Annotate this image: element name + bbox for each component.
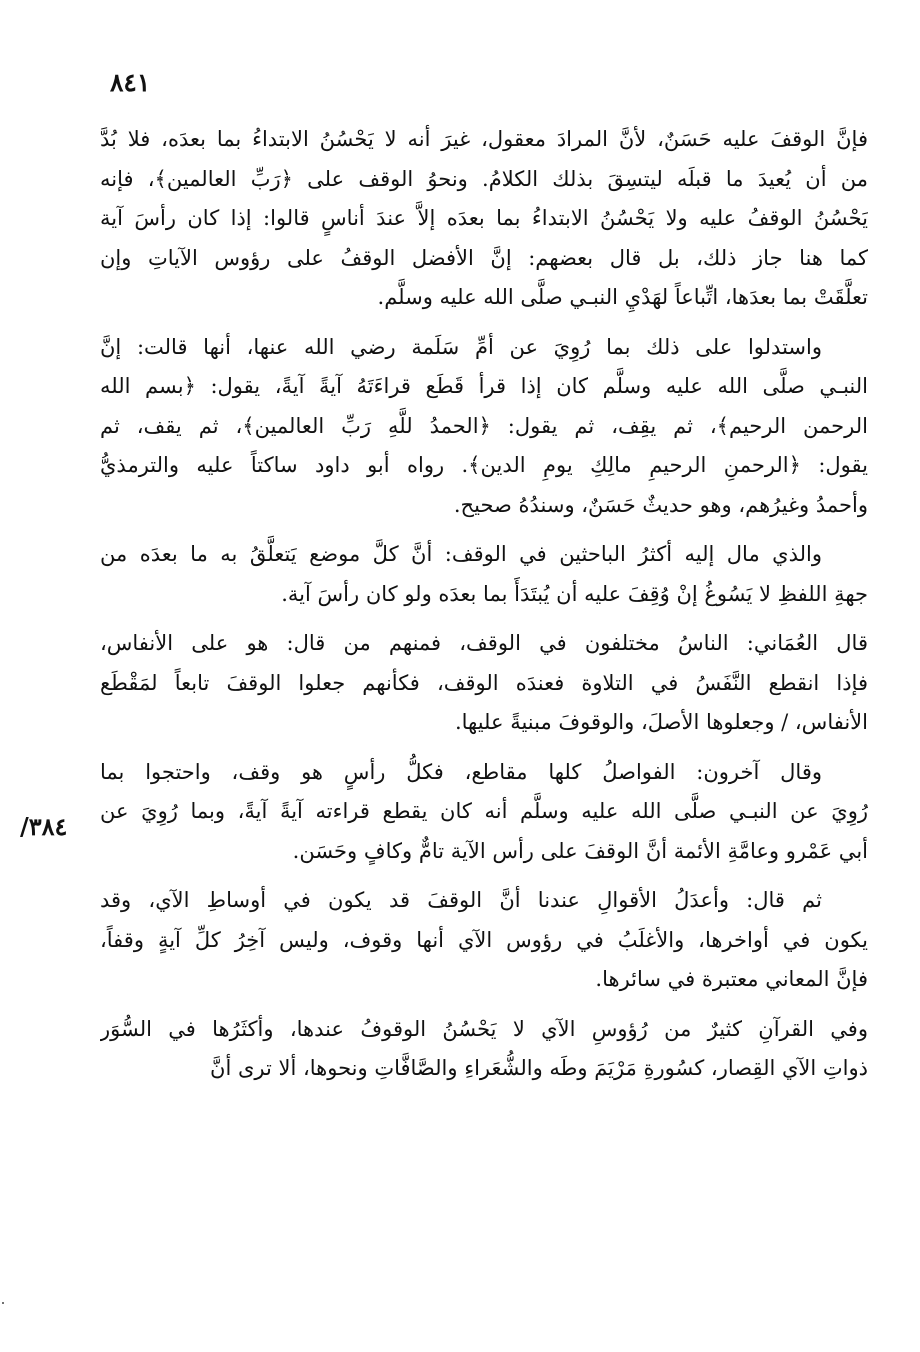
text-line: وقال آخرون: الفواصلُ كلها مقاطع، فكلُّ رأسٍ هو وقف، واحتجوا بما (100, 759, 822, 784)
paragraph (100, 328, 868, 526)
text-line: من أن يُعيدَ ما قبلَه ليتسِقَ بذلك الكلامُ. ونحوُ الوقف على ﴿رَبِّ العالمين﴾، فإنه (100, 166, 868, 191)
page-number: ٨٤١ (110, 68, 151, 97)
paragraph (100, 624, 868, 743)
text-line: أبي عَمْرو وعامَّةِ الأئمة أنَّ الوقفَ على رأس الآية تامٌّ وكافٍ وحَسَن. (292, 838, 868, 863)
text-line: فإنَّ المعاني معتبرة في سائرها. (595, 967, 868, 991)
body-text (100, 120, 868, 1099)
text-line: الأنفاس، / وجعلوها الأصلَ، والوقوفَ مبنيةً عليها. (454, 710, 868, 734)
text-line: يَحْسُنُ الوقفُ عليه ولا يَحْسُنُ الابتداءُ بما بعدَه إلاَّ عندَ أناسٍ قالوا: إذا كان رأسَ آية (100, 206, 868, 230)
text-line: فإنَّ الوقفَ عليه حَسَنٌ، لأنَّ المرادَ معقول، غيرَ أنه لا يَحْسُنُ الابتداءُ بما بعدَه، فلا بُدَّ (100, 127, 868, 151)
text-line: والذي مال إليه أكثرُ الباحثين في الوقف: أنَّ كلَّ موضع يَتعلَّقُ به ما بعدَه من (100, 542, 822, 566)
text-line: جهةِ اللفظِ لا يَسُوغُ إنْ وُقِفَ عليه أن يُبتَدَأَ بما بعدَه ولو كان رأسَ آية. (281, 581, 868, 606)
margin-page-reference: ٣٨٤/ (20, 812, 68, 841)
text-line: وأحمدُ وغيرُهم، وهو حديثٌ حَسَنٌ، وسندُهُ صحيح. (453, 492, 868, 517)
text-line: يقول: ﴿الرحمنِ الرحيمِ مالِكِ يومِ الدين﴾. رواه أبو داود ساكتاً عليه والترمذيُّ (100, 453, 868, 477)
text-line: ذواتِ الآي القِصار، كسُورةِ مَرْيَمَ وطَه والشُّعَراءِ والصَّافَّاتِ ونحوها، ألا ترى أنَّ (210, 1056, 868, 1080)
text-line: فإذا انقطع النَّفَسُ في التلاوة فعندَه الوقف، فكأنهم جعلوا الوقفَ تابعاً لمَقْطَع (100, 670, 868, 695)
paragraph (100, 753, 868, 872)
text-line: الرحمن الرحيم﴾، ثم يقِف، ثم يقول: ﴿الحمدُ للَّهِ رَبِّ العالمين﴾، ثم يقف، ثم (100, 413, 868, 438)
text-line: كما هنا جاز ذلك، بل قال بعضهم: إنَّ الأفضل الوقفُ على رؤوس الآياتِ وإن (100, 245, 868, 270)
text-line: النبـي صلَّى الله عليه وسلَّم كان إذا قرأ قَطَع قراءَتَهُ آيةً آيةً، يقول: ﴿بسم الله (100, 374, 868, 398)
text-line: يكون في أواخرها، والأغلَبُ في رؤوس الآي أنها وقوف، وليس آخِرُ كلِّ آيةٍ وقفاً، (100, 927, 868, 952)
paragraph (100, 881, 868, 1000)
text-line: تعلَّقَتْ بما بعدَها، اتِّباعاً لهَدْيِ النبـي صلَّى الله عليه وسلَّم. (377, 285, 868, 309)
paragraph (100, 1010, 868, 1089)
text-line: واستدلوا على ذلك بما رُوِيَ عن أمِّ سَلَمة رضي الله عنها، أنها قالت: إنَّ (100, 334, 822, 359)
text-line: وفي القرآنِ كثيرٌ من رُؤوسِ الآي لا يَحْسُنُ الوقوفُ عندها، وأكثَرُها في السُّوَر (100, 1016, 868, 1041)
text-line: قال العُمَاني: الناسُ مختلفون في الوقف، فمنهم من قال: هو على الأنفاس، (100, 631, 868, 655)
paragraph (100, 535, 868, 614)
text-line: ثم قال: وأعدَلُ الأقوالِ عندنا أنَّ الوقفَ قد يكون في أوساطِ الآي، وقد (100, 888, 822, 912)
text-line: رُوِيَ عن النبـي صلَّى الله عليه وسلَّم أنه كان يقطع قراءته آيةً آيةً، وبما رُوِيَ عن (100, 799, 868, 823)
scan-speck (2, 1302, 4, 1304)
paragraph (100, 120, 868, 318)
